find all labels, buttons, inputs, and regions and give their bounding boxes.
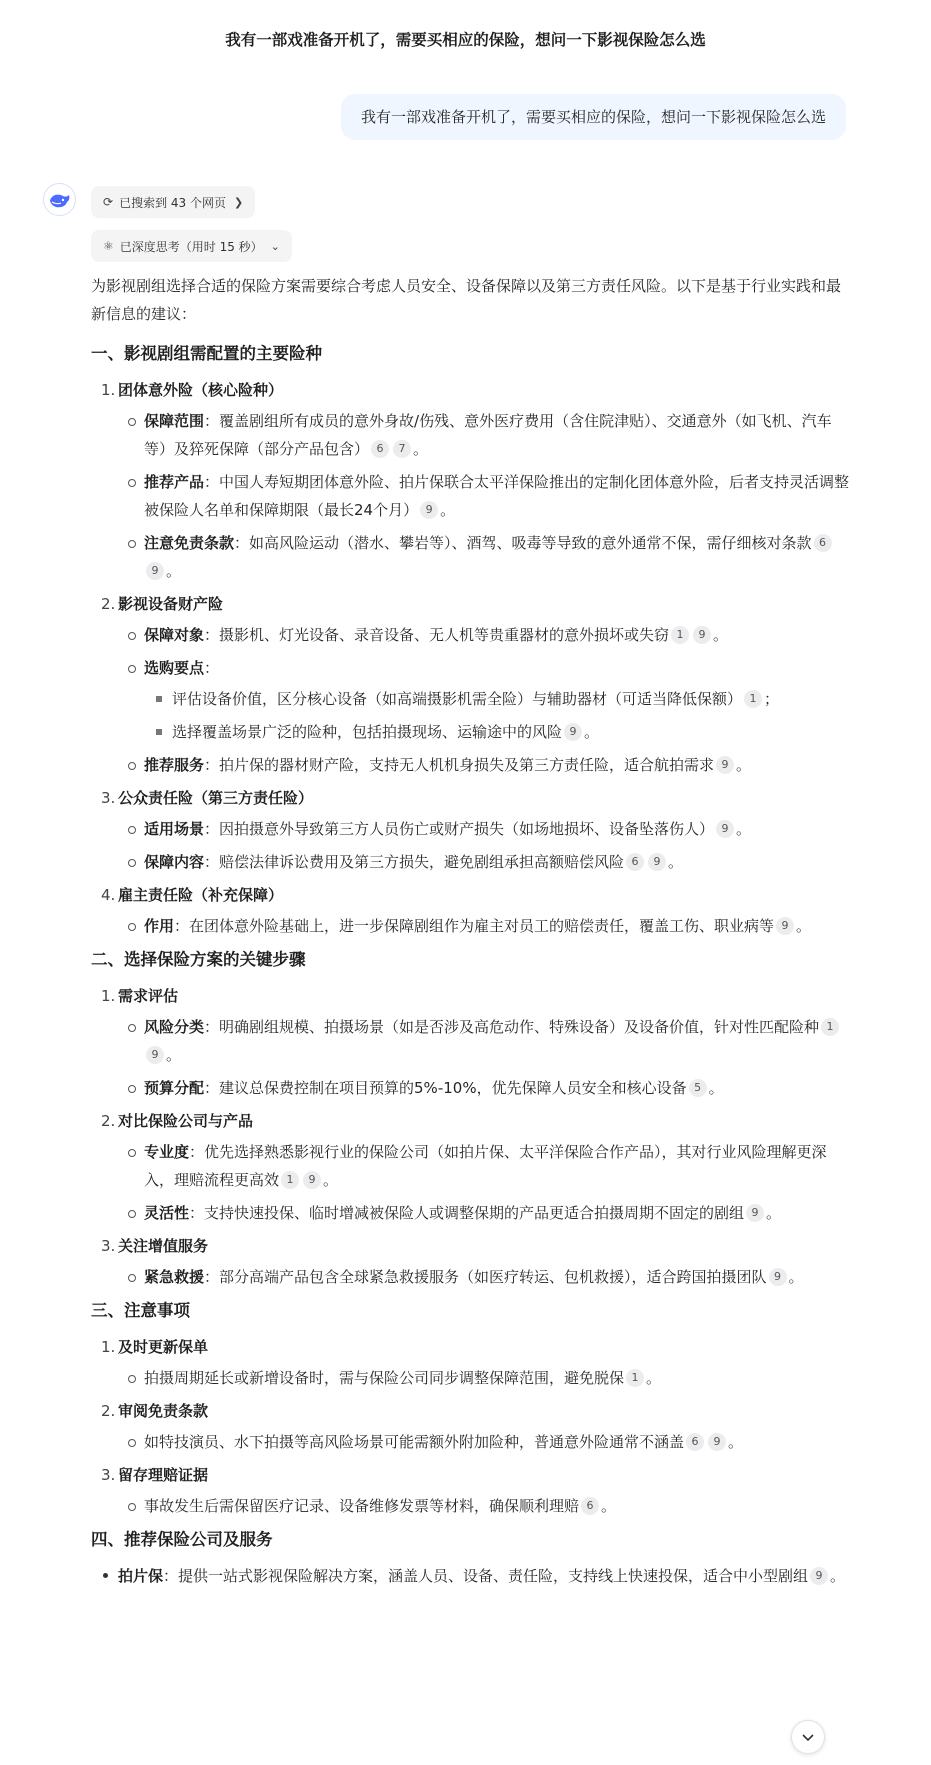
citation-badge[interactable]: 9 [776, 917, 794, 935]
list-item: 拍片保：提供一站式影视保险解决方案，涵盖人员、设备、责任险，支持线上快速投保，适合中小型剧组 9 。 [101, 1562, 851, 1590]
list-item: 3. 留存理赔证据 事故发生后需保留医疗记录、设备维修发票等材料，确保顺利理赔 6 。 [101, 1461, 851, 1520]
deep-thinking-label: 已深度思考（用时 15 秒） [119, 239, 263, 254]
list-item: 风险分类：明确剧组规模、拍摄场景（如是否涉及高危动作、特殊设备）及设备价值，针对性匹配险种 19 。 [128, 1013, 851, 1069]
chevron-down-icon: ⌄ [270, 239, 280, 253]
list-item: 拍摄周期延长或新增设备时，需与保险公司同步调整保障范围，避免脱保 1 。 [128, 1364, 851, 1392]
list-item: 2. 审阅免责条款 如特技演员、水下拍摄等高风险场景可能需额外附加险种，普通意外险通常不涵盖 6 9 。 [101, 1397, 851, 1456]
page-title: 我有一部戏准备开机了，需要买相应的保险，想问一下影视保险怎么选 [225, 31, 706, 49]
numbered-list [101, 1333, 851, 1520]
citation-badge[interactable]: 9 [716, 820, 734, 838]
scroll-to-bottom-button[interactable] [791, 1720, 825, 1754]
citation-badge[interactable]: 9 [716, 756, 734, 774]
citation-badge[interactable]: 9 [708, 1433, 726, 1451]
citation-badge[interactable]: 6 [814, 534, 832, 552]
list-item: 2. 对比保险公司与产品 专业度：优先选择熟悉影视行业的保险公司（如拍片保、太平洋保险合作产品），其对行业风险理解更深入，理赔流程更高效 1 9 。 灵活性：支持快速投保、临时增减被保险人或调整保期的产品更适合拍摄周期不固定的剧组 9 。 [101, 1107, 851, 1227]
list-item: 适用场景：因拍摄意外导致第三方人员伤亡或财产损失（如场地损坏、设备坠落伤人） 9 。 [128, 815, 851, 843]
chevron-right-icon: ❯ [233, 195, 244, 209]
bullet-list [101, 1562, 851, 1590]
citation-badge[interactable]: 9 [420, 501, 438, 519]
citation-badge[interactable]: 9 [693, 626, 711, 644]
list-item: 4. 雇主责任险（补充保障） 作用：在团体意外险基础上，进一步保障剧组作为雇主对员工的赔偿责任，覆盖工伤、职业病等 9 。 [101, 881, 851, 940]
citation-badge[interactable]: 6 [371, 440, 389, 458]
citation-badge[interactable]: 9 [769, 1268, 787, 1286]
numbered-list [101, 376, 851, 940]
section-heading: 二、选择保险方案的关键步骤 [91, 950, 306, 969]
chevron-down-icon [801, 1730, 815, 1744]
list-item: 预算分配：建议总保费控制在项目预算的5%-10%，优先保障人员安全和核心设备 5 。 [128, 1074, 851, 1102]
citation-badge[interactable]: 7 [393, 440, 411, 458]
citation-badge[interactable]: 9 [810, 1567, 828, 1585]
list-item: 推荐产品：中国人寿短期团体意外险、拍片保联合太平洋保险推出的定制化团体意外险，后者支持灵活调整被保险人名单和保障期限（最长24个月） 9 。 [128, 468, 851, 524]
list-item: 如特技演员、水下拍摄等高风险场景可能需额外附加险种，普通意外险通常不涵盖 6 9 。 [128, 1428, 851, 1456]
citation-badge[interactable]: 6 [686, 1433, 704, 1451]
citation-badge[interactable]: 9 [146, 562, 164, 580]
whale-logo-icon [48, 190, 72, 210]
list-item: 灵活性：支持快速投保、临时增减被保险人或调整保期的产品更适合拍摄周期不固定的剧组 9 。 [128, 1199, 851, 1227]
citation-badge[interactable]: 9 [303, 1171, 321, 1189]
section-heading: 四、推荐保险公司及服务 [91, 1530, 273, 1549]
citation-badge[interactable]: 9 [146, 1046, 164, 1064]
list-item: 评估设备价值，区分核心设备（如高端摄影机需全险）与辅助器材（可适当降低保额） 1 ； [156, 685, 851, 713]
citation-badge[interactable]: 1 [671, 626, 689, 644]
list-item: 选择覆盖场景广泛的险种，包括拍摄现场、运输途中的风险 9 。 [156, 718, 851, 746]
citation-badge[interactable]: 6 [581, 1497, 599, 1515]
search-results-label: 已搜索到 43 个网页 [119, 195, 226, 210]
list-item: 注意免责条款：如高风险运动（潜水、攀岩等）、酒驾、吸毒等导致的意外通常不保，需仔细核对条款 69 。 [128, 529, 851, 585]
citation-badge[interactable]: 5 [689, 1079, 707, 1097]
list-item: 保障对象：摄影机、灯光设备、录音设备、无人机等贵重器材的意外损坏或失窃 1 9 。 [128, 621, 851, 649]
list-item: 推荐服务：拍片保的器材财产险，支持无人机机身损失及第三方责任险，适合航拍需求 9 。 [128, 751, 851, 779]
assistant-avatar [43, 183, 76, 216]
list-item: 选购要点： 评估设备价值，区分核心设备（如高端摄影机需全险）与辅助器材（可适当降低保额） 1 ； 选择覆盖场景广泛的险种，包括拍摄现场、运输途中的风险 9 。 [128, 654, 851, 746]
list-item: 作用：在团体意外险基础上，进一步保障剧组作为雇主对员工的赔偿责任，覆盖工伤、职业病等 9 。 [128, 912, 851, 940]
citation-badge[interactable]: 1 [744, 690, 762, 708]
citation-badge[interactable]: 1 [821, 1018, 839, 1036]
citation-badge[interactable]: 9 [564, 723, 582, 741]
list-item: 专业度：优先选择熟悉影视行业的保险公司（如拍片保、太平洋保险合作产品），其对行业风险理解更深入，理赔流程更高效 1 9 。 [128, 1138, 851, 1194]
list-item: 3. 公众责任险（第三方责任险） 适用场景：因拍摄意外导致第三方人员伤亡或财产损失（如场地损坏、设备坠落伤人） 9 。 保障内容：赔偿法律诉讼费用及第三方损失，避免剧组承担高额赔偿风险 6 9 。 [101, 784, 851, 876]
list-item: 保障范围：覆盖剧组所有成员的意外身故/伤残、意外医疗费用（含住院津贴）、交通意外（如飞机、汽车等）及猝死保障（部分产品包含） 6 7 。 [128, 407, 851, 463]
list-item: 事故发生后需保留医疗记录、设备维修发票等材料，确保顺利理赔 6 。 [128, 1492, 851, 1520]
deep-thinking-chip[interactable] [91, 230, 292, 262]
assistant-answer [91, 272, 851, 1590]
section-heading: 三、注意事项 [91, 1301, 190, 1320]
list-item: 紧急救援：部分高端产品包含全球紧急救援服务（如医疗转运、包机救援），适合跨国拍摄团队 9 。 [128, 1263, 851, 1291]
list-item: 3. 关注增值服务 紧急救援：部分高端产品包含全球紧急救援服务（如医疗转运、包机救援），适合跨国拍摄团队 9 。 [101, 1232, 851, 1291]
citation-badge[interactable]: 1 [626, 1369, 644, 1387]
search-results-chip[interactable] [91, 186, 255, 218]
citation-badge[interactable]: 9 [648, 853, 666, 871]
list-item: 1. 团体意外险（核心险种） 保障范围：覆盖剧组所有成员的意外身故/伤残、意外医疗费用（含住院津贴）、交通意外（如飞机、汽车等）及猝死保障（部分产品包含） 6 7 。 推荐产品：中国人寿短期团体意外险、拍片保联合太平洋保险推出的定制化团体意外险，后者支持灵活调整被保险人名单和保障期限（最长24个月） 9 。 注意免责条款：如高风险运动（潜水、攀岩等）、酒驾、吸毒等导致的意外通常不保，需仔细核对条款 69 。 [101, 376, 851, 585]
answer-intro: 为影视剧组选择合适的保险方案需要综合考虑人员安全、设备保障以及第三方责任风险。以下是基于行业实践和最新信息的建议： [91, 277, 842, 323]
search-refresh-icon: ⟳ [103, 195, 114, 209]
user-message-bubble: 我有一部戏准备开机了，需要买相应的保险，想问一下影视保险怎么选 [341, 94, 846, 140]
list-item: 1. 及时更新保单 拍摄周期延长或新增设备时，需与保险公司同步调整保障范围，避免脱保 1 。 [101, 1333, 851, 1392]
citation-badge[interactable]: 9 [746, 1204, 764, 1222]
list-item: 保障内容：赔偿法律诉讼费用及第三方损失，避免剧组承担高额赔偿风险 6 9 。 [128, 848, 851, 876]
citation-badge[interactable]: 1 [281, 1171, 299, 1189]
atom-icon: ⚛ [103, 239, 114, 253]
list-item: 1. 需求评估 风险分类：明确剧组规模、拍摄场景（如是否涉及高危动作、特殊设备）及设备价值，针对性匹配险种 19 。 预算分配：建议总保费控制在项目预算的5%-10%，优先保障人员安全和核心设备 5 。 [101, 982, 851, 1102]
numbered-list [101, 982, 851, 1291]
section-heading: 一、影视剧组需配置的主要险种 [91, 344, 322, 363]
list-item: 2. 影视设备财产险 保障对象：摄影机、灯光设备、录音设备、无人机等贵重器材的意外损坏或失窃 1 9 。 选购要点： 评估设备价值，区分核心设备（如高端摄影机需全险）与辅助器材（可适当降低保额） 1 ； 选择覆盖场景广泛的险种，包括拍摄现场、运输途中的风险 9 。 推荐服务：拍片保的器材财产险，支持无人机机身损失及第三方责任险，适合航拍需求 9 。 [101, 590, 851, 779]
citation-badge[interactable]: 6 [626, 853, 644, 871]
